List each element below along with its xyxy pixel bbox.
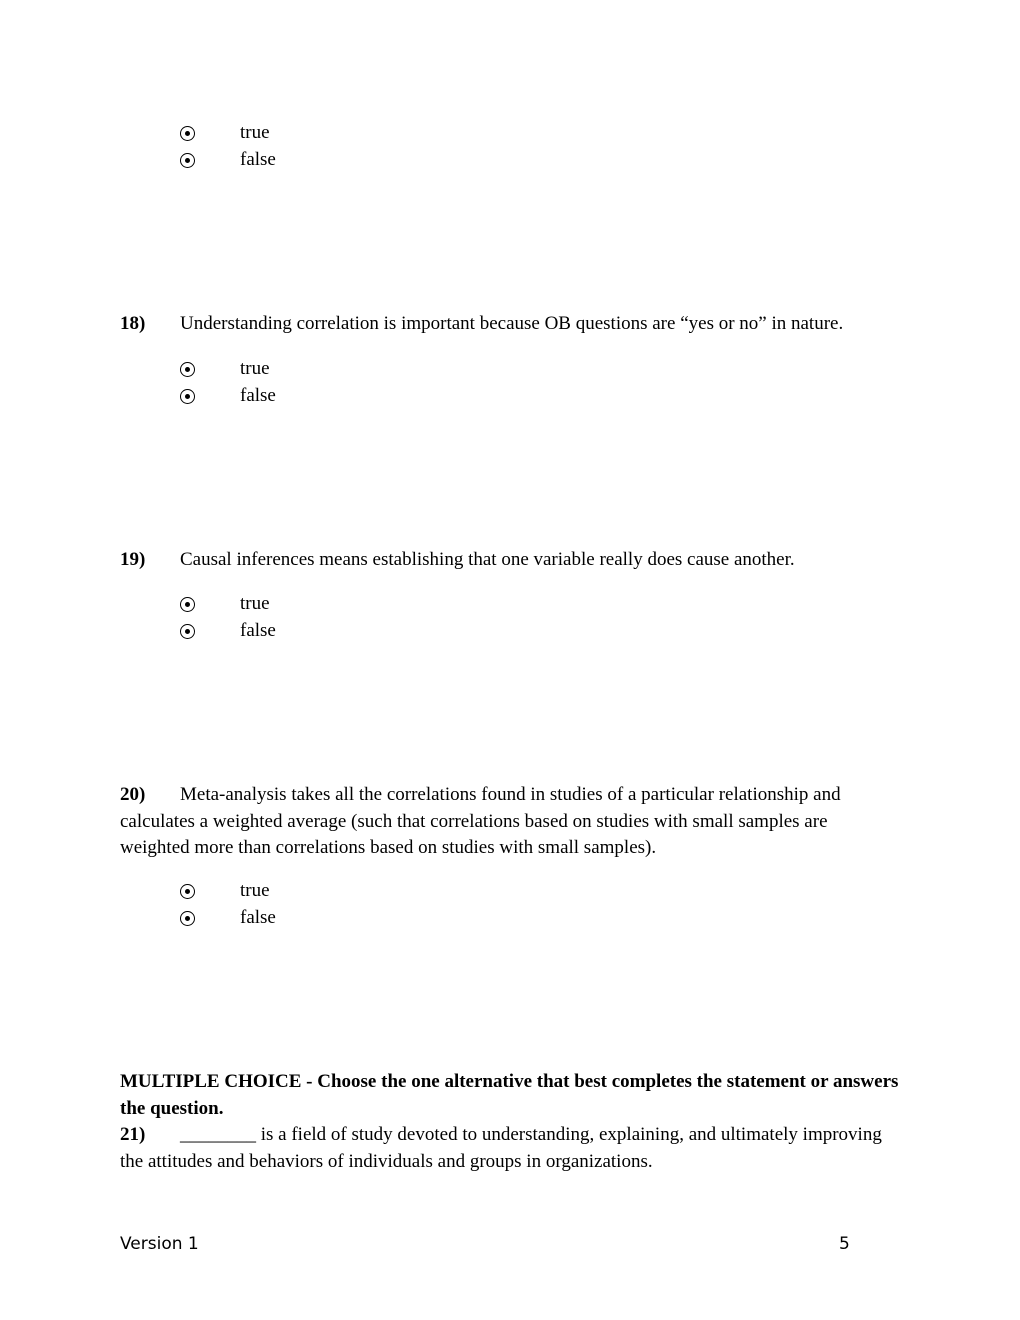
footer-version: Version 1 <box>120 1234 199 1254</box>
question-text-21: ________ is a field of study devoted to understanding, explaining, and ultimately improving the attitudes and behaviors of individuals and groups in organizations. <box>120 1124 882 1172</box>
question-number-20: 20) <box>120 784 146 805</box>
option-false-q19[interactable] <box>180 619 276 643</box>
option-false-q20[interactable] <box>180 906 276 930</box>
option-label: true <box>240 593 270 614</box>
option-true-q20[interactable] <box>180 879 270 903</box>
footer-page-number: 5 <box>839 1234 850 1254</box>
radio-icon[interactable] <box>180 624 195 639</box>
radio-icon[interactable] <box>180 362 195 377</box>
option-label: false <box>240 907 276 928</box>
radio-icon[interactable] <box>180 597 195 612</box>
radio-icon[interactable] <box>180 153 195 168</box>
section-heading: MULTIPLE CHOICE - Choose the one alternative that best completes the statement or answers the question. <box>120 1071 899 1119</box>
radio-icon[interactable] <box>180 126 195 141</box>
option-true-q17[interactable] <box>180 121 270 145</box>
option-label: false <box>240 385 276 406</box>
question-number-18: 18) <box>120 313 146 334</box>
question-20 <box>120 782 900 862</box>
question-text-20: Meta-analysis takes all the correlations found in studies of a particular relationship and calculates a weighted average (such that correlations based on studies with small samples are weighted more than correlations based on studies with small samples). <box>120 784 841 858</box>
option-true-q19[interactable] <box>180 592 270 616</box>
option-label: false <box>240 149 276 170</box>
option-label: true <box>240 358 270 379</box>
question-text-18: Understanding correlation is important because OB questions are “yes or no” in nature. <box>180 313 844 334</box>
question-number-19: 19) <box>120 549 146 570</box>
option-label: false <box>240 620 276 641</box>
option-false-q18[interactable] <box>180 384 276 408</box>
radio-icon[interactable] <box>180 911 195 926</box>
option-true-q18[interactable] <box>180 357 270 381</box>
option-false-q17[interactable] <box>180 148 276 172</box>
option-label: true <box>240 880 270 901</box>
option-label: true <box>240 122 270 143</box>
question-21 <box>120 1122 900 1175</box>
radio-icon[interactable] <box>180 884 195 899</box>
question-number-21: 21) <box>120 1124 146 1145</box>
radio-icon[interactable] <box>180 389 195 404</box>
question-text-19: Causal inferences means establishing that one variable really does cause another. <box>180 549 795 570</box>
